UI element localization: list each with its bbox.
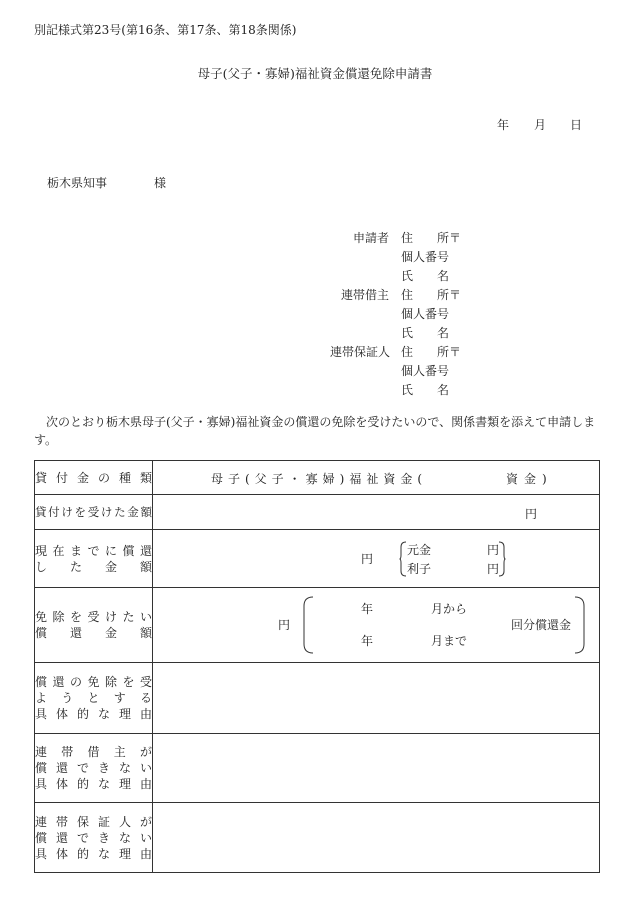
interest-yen: 円 [487,562,500,576]
value-exemption-amount[interactable] [153,588,600,663]
from-year-label: 年 [361,602,374,616]
party-role-joint-borrower: 連帯借主 [341,288,390,302]
label-exemption-reason: 償還の免除を受 ようとする 具体的な理由 [35,663,153,734]
form-reference: 別記様式第23号(第16条、第17条、第18条関係) [34,23,297,37]
row-exemption-amount [35,588,600,663]
guarantor-address-field[interactable]: 住 所〒 [401,345,462,359]
applicant-mynumber-field[interactable]: 個人番号 [401,250,450,264]
row-loan-type [35,461,600,495]
applicant-name-field[interactable]: 氏 名 [401,269,450,283]
party-role-guarantor: 連帯保証人 [330,345,391,359]
loan-type-suffix: 資金) [506,472,553,486]
date-day-label: 日 [570,118,583,132]
from-month-label: 月から [431,602,468,616]
interest-label: 利子 [407,562,432,576]
label-repaid-amount: 現在までに償還 した金額 [35,530,153,588]
joint-borrower-mynumber-field[interactable]: 個人番号 [401,307,450,321]
row-exemption-reason [35,663,600,734]
value-repaid-amount[interactable] [153,530,600,588]
addressee [47,174,167,191]
principal-yen: 円 [487,543,500,557]
value-exemption-reason[interactable] [153,663,600,734]
party-role-applicant: 申請者 [353,231,390,245]
addressee-name: 栃木県知事 [47,176,108,190]
addressee-honorific: 様 [154,176,167,190]
row-repaid-amount [35,530,600,588]
date-month-label: 月 [534,118,547,132]
page-title: 母子(父子・寡婦)福祉資金償還免除申請書 [197,66,433,81]
right-paren-icon [574,596,588,654]
repaid-yen: 円 [361,552,374,566]
label-loan-type: 貸付金の種類 [35,461,153,495]
application-table [34,460,600,873]
date-year-label: 年 [497,118,510,132]
row-guarantor-reason [35,803,600,873]
guarantor-name-field[interactable]: 氏 名 [401,383,450,397]
label-guarantor-reason: 連帯保証人が 償還できない 具体的な理由 [35,803,153,873]
left-paren-icon [300,596,314,654]
right-brace-icon [498,541,506,577]
joint-borrower-address-field[interactable]: 住 所〒 [401,288,462,302]
exemption-yen: 円 [278,618,291,632]
to-month-label: 月まで [431,634,468,648]
value-guarantor-reason[interactable] [153,803,600,873]
row-loan-amount [35,495,600,530]
loan-amount-yen: 円 [525,507,538,521]
applicant-address-field[interactable]: 住 所〒 [401,231,462,245]
joint-borrower-name-field[interactable]: 氏 名 [401,326,450,340]
to-year-label: 年 [361,634,374,648]
installments-label: 回分償還金 [511,618,572,632]
left-brace-icon [399,541,407,577]
loan-type-prefix: 母子(父子・寡婦)福祉資金( [211,472,428,486]
intro-text: 次のとおり栃木県母子(父子・寡婦)福祉資金の償還の免除を受けたいので、関係書類を添えて申請します。 [34,415,596,447]
value-loan-amount[interactable] [153,495,600,530]
row-joint-borrower-reason [35,734,600,803]
label-loan-amount: 貸付けを受けた金額 [35,495,153,530]
principal-label: 元金 [407,543,432,557]
label-exemption-amount: 免除を受けたい 償還金額 [35,588,153,663]
label-joint-borrower-reason: 連帯借主が 償還できない 具体的な理由 [35,734,153,803]
guarantor-mynumber-field[interactable]: 個人番号 [401,364,450,378]
value-joint-borrower-reason[interactable] [153,734,600,803]
value-loan-type[interactable] [153,461,600,495]
